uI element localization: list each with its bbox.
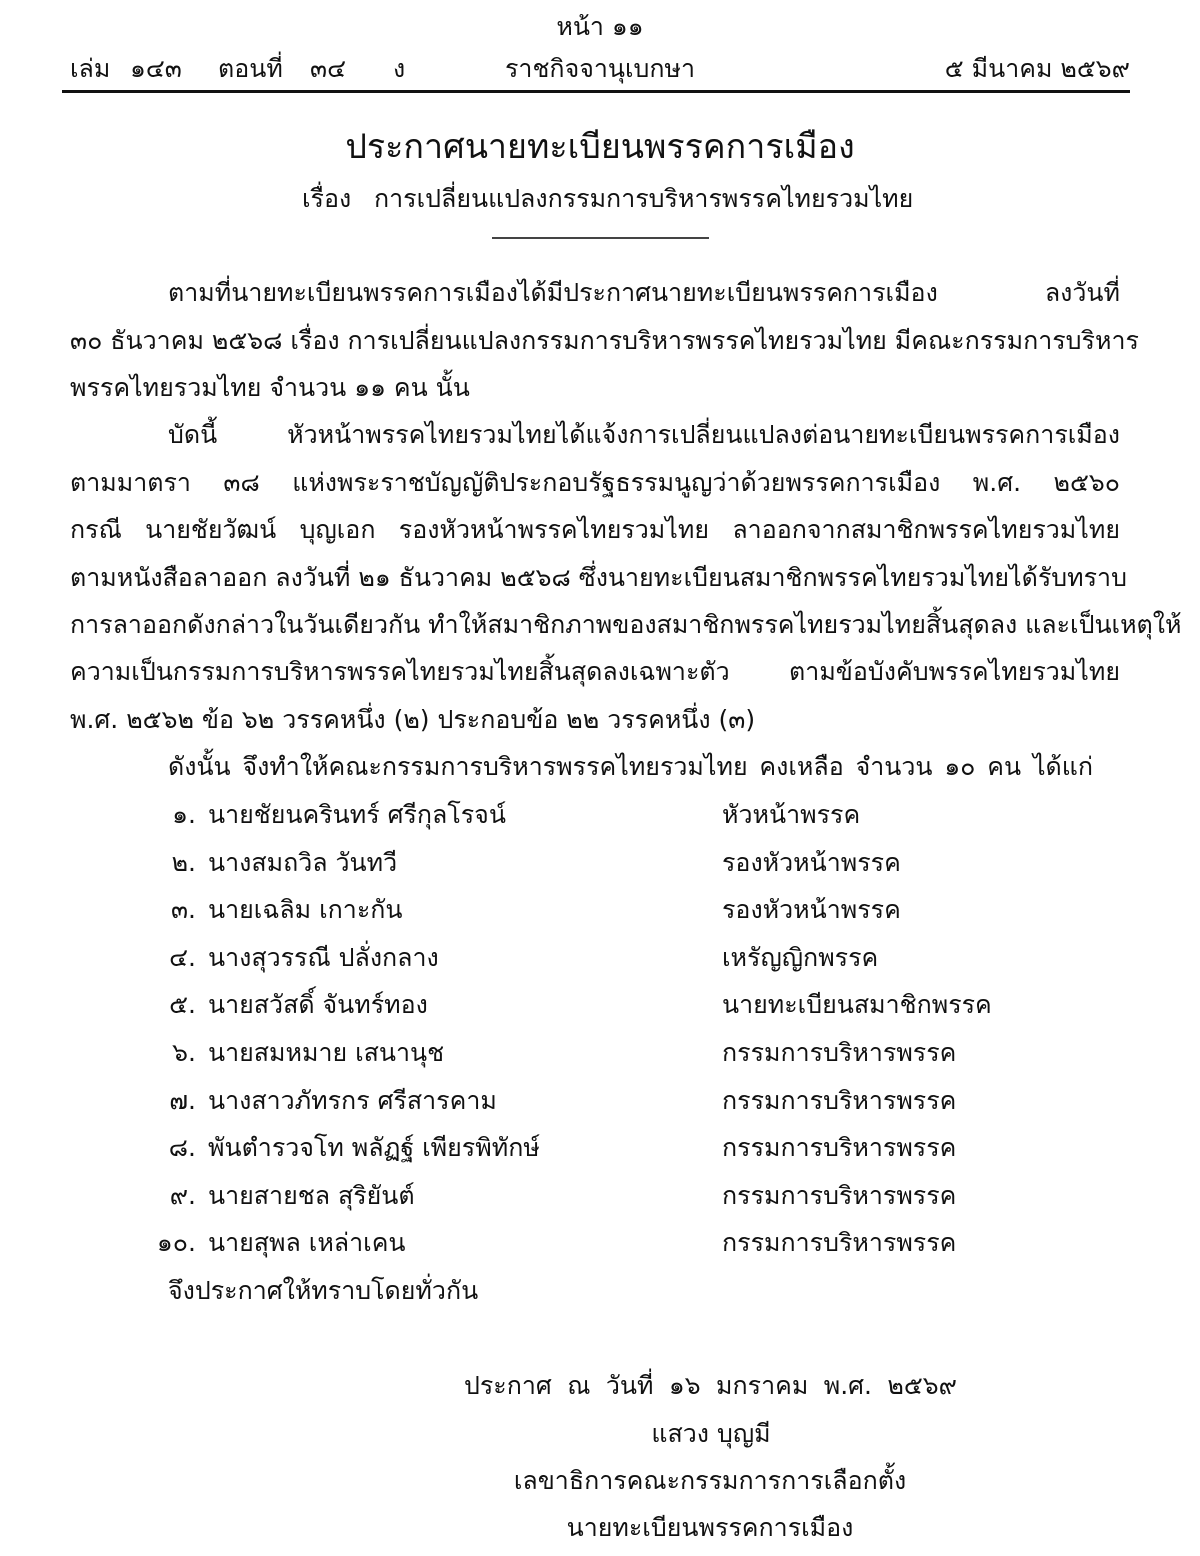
gazette-name: ราชกิจจานุเบกษา <box>505 54 696 83</box>
section-letter: ง <box>393 54 406 83</box>
paragraph-line: การลาออกดังกล่าวในวันเดียวกัน ทำให้สมาชิกภาพของสมาชิกพรรคไทยรวมไทยสิ้นสุดลง และเป็นเหตุให้ <box>70 610 1182 639</box>
member-name: นายสายชล สุริยันต์ <box>208 1180 415 1210</box>
member-position: รองหัวหน้าพรรค <box>722 847 901 877</box>
member-number: ๑๐. <box>156 1228 196 1258</box>
member-position: รองหัวหน้าพรรค <box>722 895 901 925</box>
member-number: ๖. <box>172 1038 196 1067</box>
paragraph-line: กรณี นายชัยวัฒน์ บุญเอก รองหัวหน้าพรรคไทยรวมไทย ลาออกจากสมาชิกพรรคไทยรวมไทย <box>70 515 1120 544</box>
paragraph-line: ๓๐ ธันวาคม ๒๕๖๘ เรื่อง การเปลี่ยนแปลงกรรมการบริหารพรรคไทยรวมไทย มีคณะกรรมการบริหาร <box>70 326 1139 355</box>
member-number: ๙. <box>169 1180 196 1210</box>
member-position: เหรัญญิกพรรค <box>722 942 879 972</box>
member-position: นายทะเบียนสมาชิกพรรค <box>722 990 992 1020</box>
member-name: นายสุพล เหล่าเคน <box>208 1228 406 1258</box>
member-position: กรรมการบริหารพรรค <box>722 1180 957 1210</box>
paragraph-line: ความเป็นกรรมการบริหารพรรคไทยรวมไทยสิ้นสุดลงเฉพาะตัว ตามข้อบังคับพรรคไทยรวมไทย <box>70 657 1120 686</box>
page-number: หน้า ๑๑ <box>556 12 644 41</box>
member-name: นายเฉลิม เกาะกัน <box>208 895 403 925</box>
volume-label: เล่ม <box>70 54 111 83</box>
member-position: กรรมการบริหารพรรค <box>722 1085 957 1115</box>
member-name: นางสมถวิล วันทวี <box>208 847 398 877</box>
issue-label: ตอนที่ <box>218 54 283 83</box>
member-position: กรรมการบริหารพรรค <box>722 1228 957 1258</box>
subject: การเปลี่ยนแปลงกรรมการบริหารพรรคไทยรวมไทย <box>374 184 914 213</box>
member-number: ๔. <box>169 942 196 972</box>
member-name: พันตำรวจโท พลัฏฐ์ เพียรพิทักษ์ <box>208 1133 540 1163</box>
member-name: นายสวัสดิ์ จันทร์ทอง <box>208 990 428 1020</box>
issue-number: ๓๔ <box>310 54 347 83</box>
member-name: นางสาวภัทรกร ศรีสารคาม <box>208 1085 497 1115</box>
paragraph-line: พ.ศ. ๒๕๖๒ ข้อ ๖๒ วรรคหนึ่ง (๒) ประกอบข้อ ๒๒ วรรคหนึ่ง (๓) <box>70 705 756 734</box>
member-name: นายชัยนครินทร์ ศรีกุลโรจน์ <box>208 800 506 829</box>
paragraph-line: พรรคไทยรวมไทย จำนวน ๑๑ คน นั้น <box>70 373 470 402</box>
paragraph-line: บัดนี้ หัวหน้าพรรคไทยรวมไทยได้แจ้งการเปลี่ยนแปลงต่อนายทะเบียนพรรคการเมือง <box>168 420 1120 449</box>
paragraph-line: ตามหนังสือลาออก ลงวันที่ ๒๑ ธันวาคม ๒๕๖๘ ซึ่งนายทะเบียนสมาชิกพรรคไทยรวมไทยได้รับทราบ <box>70 563 1127 592</box>
member-name: นายสมหมาย เสนานุช <box>208 1038 445 1067</box>
member-position: หัวหน้าพรรค <box>722 800 861 829</box>
member-number: ๓. <box>170 895 196 925</box>
volume-number: ๑๔๓ <box>130 54 182 83</box>
member-name: นางสุวรรณี ปลั่งกลาง <box>208 942 439 972</box>
signatory-title: เลขาธิการคณะกรรมการการเลือกตั้ง <box>513 1466 907 1495</box>
member-position: กรรมการบริหารพรรค <box>722 1038 957 1067</box>
member-position: กรรมการบริหารพรรค <box>722 1133 957 1163</box>
subject-label: เรื่อง <box>302 184 352 213</box>
member-number: ๘. <box>168 1133 196 1163</box>
paragraph-line: ตามที่นายทะเบียนพรรคการเมืองได้มีประกาศนายทะเบียนพรรคการเมือง ลงวันที่ <box>168 278 1120 307</box>
member-number: ๗. <box>169 1085 196 1115</box>
title-divider <box>492 237 709 239</box>
paragraph-line: ตามมาตรา ๓๘ แห่งพระราชบัญญัติประกอบรัฐธรรมนูญว่าด้วยพรรคการเมือง พ.ศ. ๒๕๖๐ <box>70 468 1120 497</box>
member-number: ๒. <box>171 847 196 877</box>
signature-date: ประกาศ ณ วันที่ ๑๖ มกราคม พ.ศ. ๒๕๖๙ <box>464 1371 957 1400</box>
gazette-date: ๕ มีนาคม ๒๕๖๙ <box>944 54 1130 83</box>
signatory-name: แสวง บุญมี <box>651 1419 771 1448</box>
closing-statement: จึงประกาศให้ทราบโดยทั่วกัน <box>168 1276 479 1305</box>
member-number: ๑. <box>172 800 196 829</box>
member-number: ๕. <box>169 990 196 1020</box>
document-title: ประกาศนายทะเบียนพรรคการเมือง <box>345 127 855 167</box>
signatory-title: นายทะเบียนพรรคการเมือง <box>566 1513 854 1542</box>
paragraph-line: ดังนั้น จึงทำให้คณะกรรมการบริหารพรรคไทยรวมไทย คงเหลือ จำนวน ๑๐ คน ได้แก่ <box>168 752 1093 781</box>
header-rule <box>62 90 1130 93</box>
